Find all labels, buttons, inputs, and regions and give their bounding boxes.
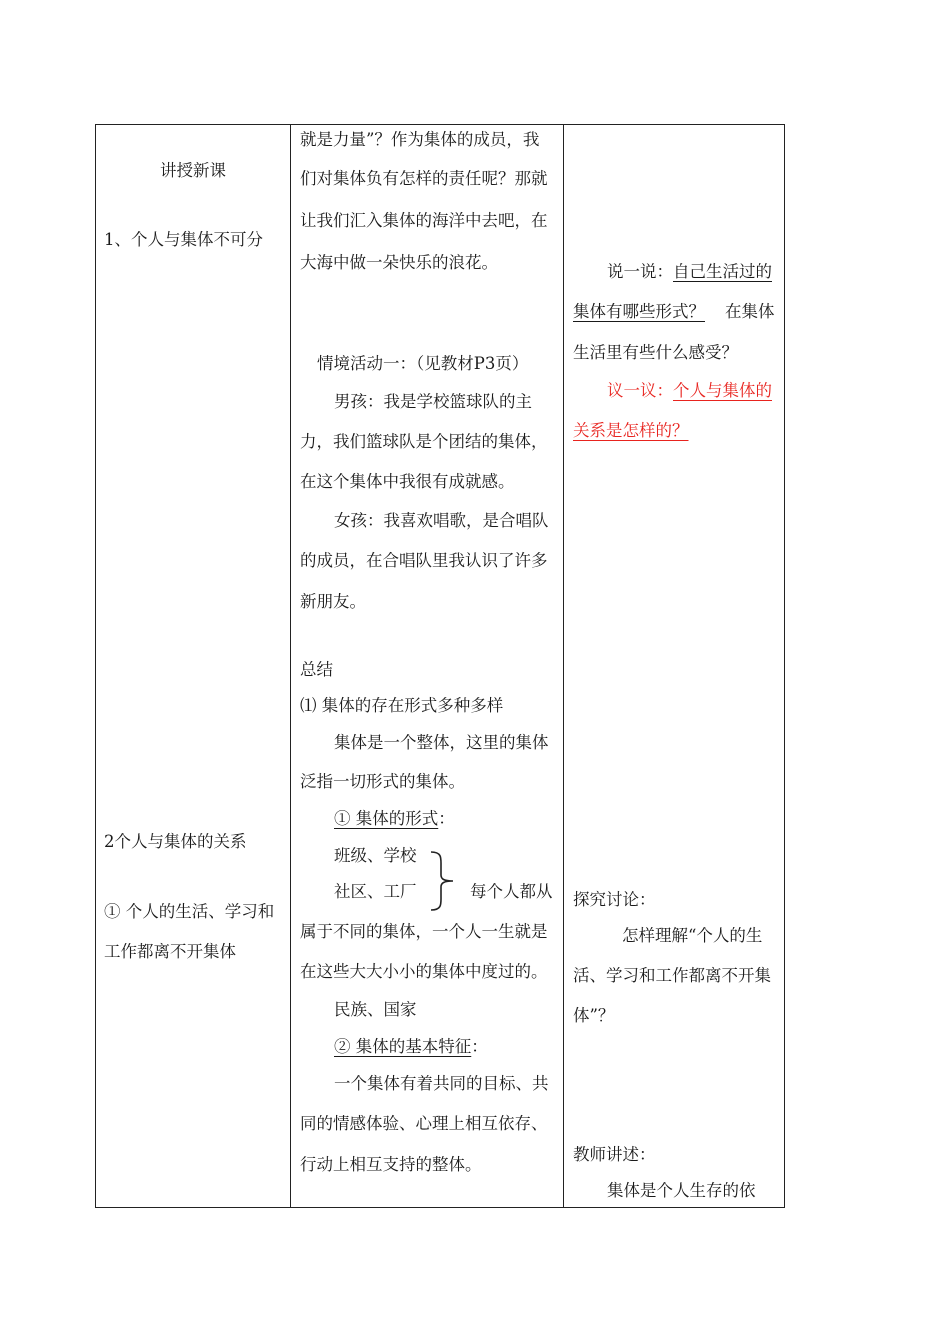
subtopic-1-line-2: 工作都离不开集体 (104, 942, 236, 961)
features-heading-row (334, 1037, 488, 1057)
belong-line-1: 每个人都从 (470, 882, 553, 901)
belong-line-2: 属于不同的集体，一个人一生就是 (300, 922, 548, 941)
subtopic-1-line-1: ① 个人的生活、学习和 (104, 902, 275, 921)
discuss-line-1 (607, 381, 772, 401)
summary-text-line-1: 集体是一个整体，这里的集体 (334, 733, 549, 752)
say-rest: 在集体 (725, 302, 775, 321)
boy-dialogue-line-2: 力，我们篮球队是个团结的集体， (300, 432, 548, 451)
summary-title: 总结 (300, 660, 333, 679)
boy-dialogue-line-3: 在这个集体中我很有成就感。 (300, 472, 515, 491)
teacher-title: 教师讲述： (573, 1145, 656, 1164)
section-heading: 讲授新课 (160, 161, 226, 180)
topic-2: 2个人与集体的关系 (104, 832, 247, 851)
intro-line-3: 让我们汇入集体的海洋中去吧，在 (300, 211, 548, 230)
curly-brace-icon (428, 850, 458, 912)
say-question-part-1: 自己生活过的 (673, 262, 772, 281)
explore-title: 探究讨论： (573, 890, 656, 909)
girl-dialogue-line-2: 的成员，在合唱队里我认识了许多 (300, 551, 548, 570)
form-item-3: 民族、国家 (334, 1000, 417, 1019)
features-line-1: 一个集体有着共同的目标、共 (334, 1074, 549, 1093)
explore-line-2: 活、学习和工作都离不开集 (573, 966, 771, 985)
form-item-2: 社区、工厂 (334, 882, 417, 901)
teacher-line-1: 集体是个人生存的依 (607, 1181, 756, 1200)
discuss-question-part-1: 个人与集体的 (673, 381, 772, 400)
explore-line-1: 怎样理解“个人的生 (622, 926, 763, 945)
features-line-2: 同的情感体验、心理上相互依存、 (300, 1114, 548, 1133)
forms-heading-row (334, 809, 455, 829)
girl-dialogue-line-3: 新朋友。 (300, 592, 366, 611)
topic-1: 1、个人与集体不可分 (104, 230, 263, 249)
activity-title: 情境活动一：（见教材P3页） (317, 354, 529, 373)
forms-colon: ： (438, 809, 455, 828)
features-line-3: 行动上相互支持的整体。 (300, 1155, 482, 1174)
say-prefix: 说一说： (607, 262, 673, 281)
say-question-part-2: 集体有哪些形式？ (573, 302, 705, 321)
boy-dialogue-line-1: 男孩：我是学校篮球队的主 (334, 392, 532, 411)
intro-line-2: 们对集体负有怎样的责任呢？那就 (300, 169, 548, 188)
features-heading: ② 集体的基本特征 (334, 1037, 472, 1056)
intro-line-1: 就是力量”？作为集体的成员，我 (300, 130, 540, 149)
discuss-prefix: 议一议： (607, 381, 673, 400)
summary-text-line-2: 泛指一切形式的集体。 (300, 772, 465, 791)
features-colon: ： (471, 1037, 488, 1056)
form-item-1: 班级、学校 (334, 846, 417, 865)
forms-heading: ① 集体的形式 (334, 809, 439, 828)
say-line-2 (573, 302, 775, 322)
girl-dialogue-line-1: 女孩：我喜欢唱歌，是合唱队 (334, 511, 549, 530)
say-line-3: 生活里有些什么感受？ (573, 343, 738, 362)
column-divider-right (563, 124, 564, 1208)
column-divider-left (290, 124, 291, 1208)
explore-line-3: 体”？ (573, 1006, 615, 1025)
discuss-question-part-2: 关系是怎样的？ (573, 421, 689, 440)
say-line-1 (607, 262, 772, 282)
summary-point-1: ⑴ 集体的存在形式多种多样 (300, 696, 504, 715)
belong-line-3: 在这些大大小小的集体中度过的。 (300, 962, 548, 981)
intro-line-4: 大海中做一朵快乐的浪花。 (300, 253, 498, 272)
